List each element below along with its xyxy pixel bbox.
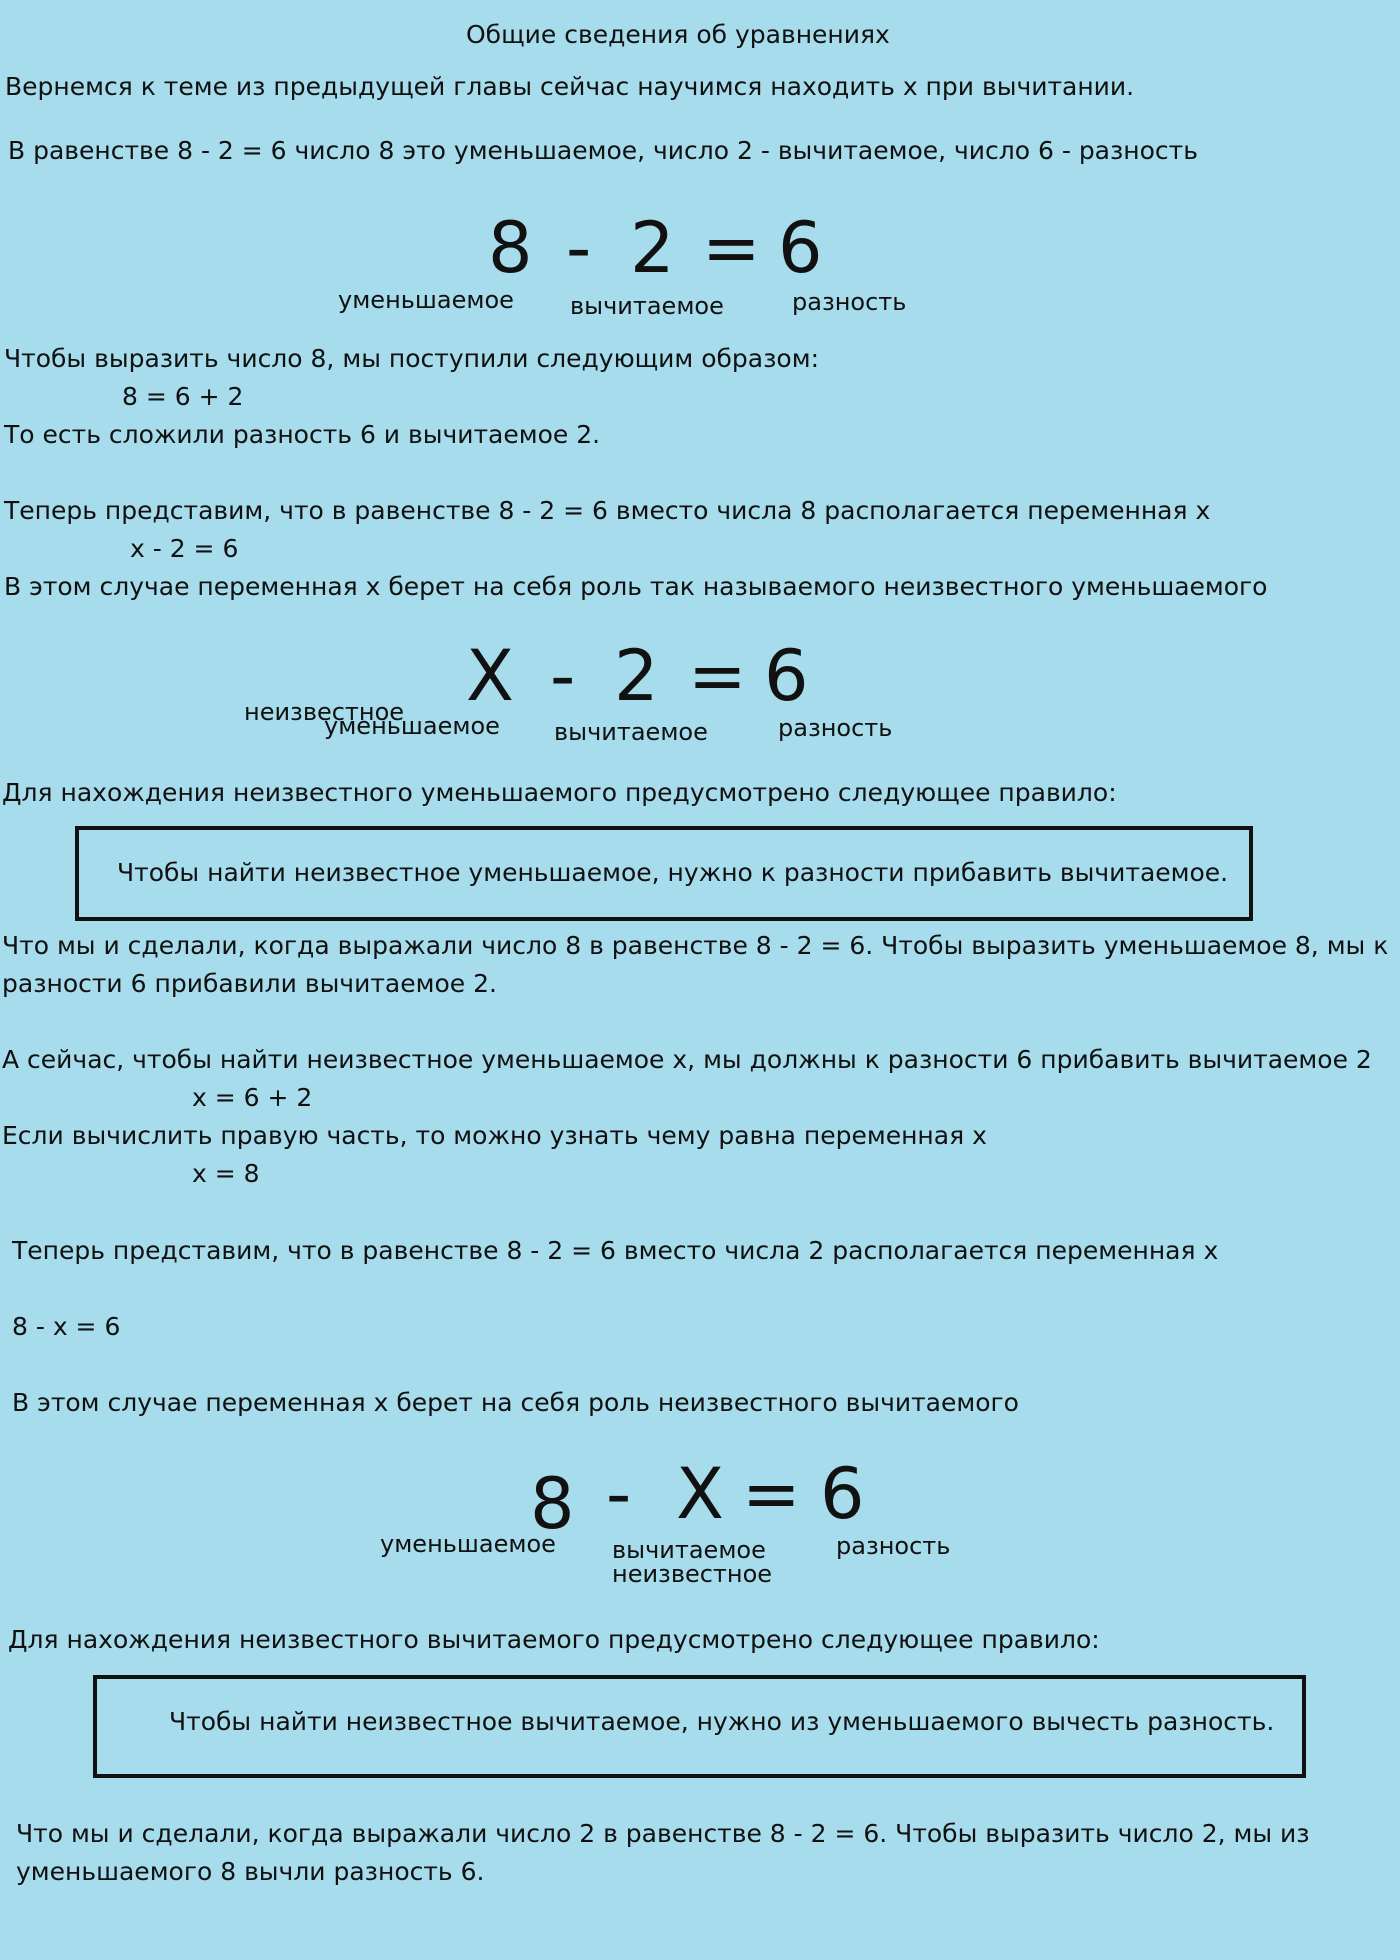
diagram1-subtrahend: 2 <box>630 207 675 289</box>
diagram3-minuend: 8 <box>530 1463 575 1545</box>
now-find-x: А сейчас, чтобы найти неизвестное уменьшаемое x, мы должны к разности 6 прибавить вычитаемое 2 <box>2 1045 1372 1074</box>
rule1-box <box>75 826 1253 921</box>
diagram2-difference: 6 <box>764 635 809 717</box>
diagram1-label-minuend: уменьшаемое <box>338 286 514 314</box>
diagram1-equals: = <box>702 207 761 289</box>
diagram1-minus: - <box>566 207 592 289</box>
diagram2-label-difference: разность <box>778 714 893 742</box>
compute-right-side: Если вычислить правую часть, то можно узнать чему равна переменная x <box>2 1121 987 1150</box>
diagram2-label-unknown: неизвестное <box>244 698 405 726</box>
diagram3-label-unknown: неизвестное <box>612 1560 773 1588</box>
diagram1-label-difference: разность <box>792 288 907 316</box>
equation-x-8: x = 8 <box>192 1159 260 1188</box>
diagram2-label-subtrahend: вычитаемое <box>554 718 708 746</box>
rule2-text: Чтобы найти неизвестное вычитаемое, нужно из уменьшаемого вычесть разность. <box>169 1707 1275 1736</box>
rule2-box <box>93 1675 1306 1778</box>
diagram2-label-minuend: уменьшаемое <box>324 712 500 740</box>
role-unknown-minuend: В этом случае переменная x берет на себя роль так называемого неизвестного уменьшаемого <box>4 572 1268 601</box>
did2-line1: Что мы и сделали, когда выражали число 2 в равенстве 8 - 2 = 6. Чтобы выразить число 2, мы из <box>16 1819 1310 1848</box>
imagine-x-minuend: Теперь представим, что в равенстве 8 - 2 = 6 вместо числа 8 располагается переменная x <box>4 496 1211 525</box>
intro-text: Вернемся к теме из предыдущей главы сейчас научимся находить x при вычитании. <box>5 72 1135 101</box>
diagram2-minuend-x: X <box>466 635 514 717</box>
diagram1-minuend: 8 <box>488 207 533 289</box>
diagram3-equals: = <box>742 1453 801 1535</box>
did1-line2: разности 6 прибавили вычитаемое 2. <box>2 969 497 998</box>
did2-line2: уменьшаемого 8 вычли разность 6. <box>16 1857 485 1886</box>
diagram3-label-minuend: уменьшаемое <box>380 1530 556 1558</box>
diagram1-difference: 6 <box>778 207 823 289</box>
rule1-text: Чтобы найти неизвестное уменьшаемое, нужно к разности прибавить вычитаемое. <box>117 858 1229 887</box>
definition-text: В равенстве 8 - 2 = 6 число 8 это уменьшаемое, число 2 - вычитаемое, число 6 - разность <box>8 136 1198 165</box>
diagram2-equals: = <box>688 635 747 717</box>
diagram3-minus: - <box>606 1453 632 1535</box>
equation-x-6-plus-2: x = 6 + 2 <box>192 1083 313 1112</box>
diagram3-label-difference: разность <box>836 1532 951 1560</box>
sum-note: То есть сложили разность 6 и вычитаемое 2. <box>4 420 601 449</box>
express8-text: Чтобы выразить число 8, мы поступили следующим образом: <box>4 344 819 373</box>
diagram3-label-subtrahend: вычитаемое <box>612 1536 766 1564</box>
rule2-intro: Для нахождения неизвестного вычитаемого предусмотрено следующее правило: <box>8 1625 1100 1654</box>
diagram2-subtrahend: 2 <box>614 635 659 717</box>
diagram3-subtrahend-x: X <box>676 1453 724 1535</box>
diagram3-difference: 6 <box>820 1453 865 1535</box>
role-unknown-subtrahend: В этом случае переменная x берет на себя роль неизвестного вычитаемого <box>12 1388 1019 1417</box>
equation-8-minus-x: 8 - x = 6 <box>12 1312 121 1341</box>
diagram2-minus: - <box>550 635 576 717</box>
page-title: Общие сведения об уравнениях <box>466 20 890 49</box>
did1-line1: Что мы и сделали, когда выражали число 8 в равенстве 8 - 2 = 6. Чтобы выразить уменьшаемое 8, мы к <box>2 931 1389 960</box>
rule1-intro: Для нахождения неизвестного уменьшаемого предусмотрено следующее правило: <box>2 778 1117 807</box>
diagram1-label-subtrahend: вычитаемое <box>570 292 724 320</box>
express8-equation: 8 = 6 + 2 <box>122 382 244 411</box>
imagine-x-subtrahend: Теперь представим, что в равенстве 8 - 2 = 6 вместо числа 2 располагается переменная x <box>12 1236 1219 1265</box>
equation-x-minus-2: x - 2 = 6 <box>130 534 239 563</box>
